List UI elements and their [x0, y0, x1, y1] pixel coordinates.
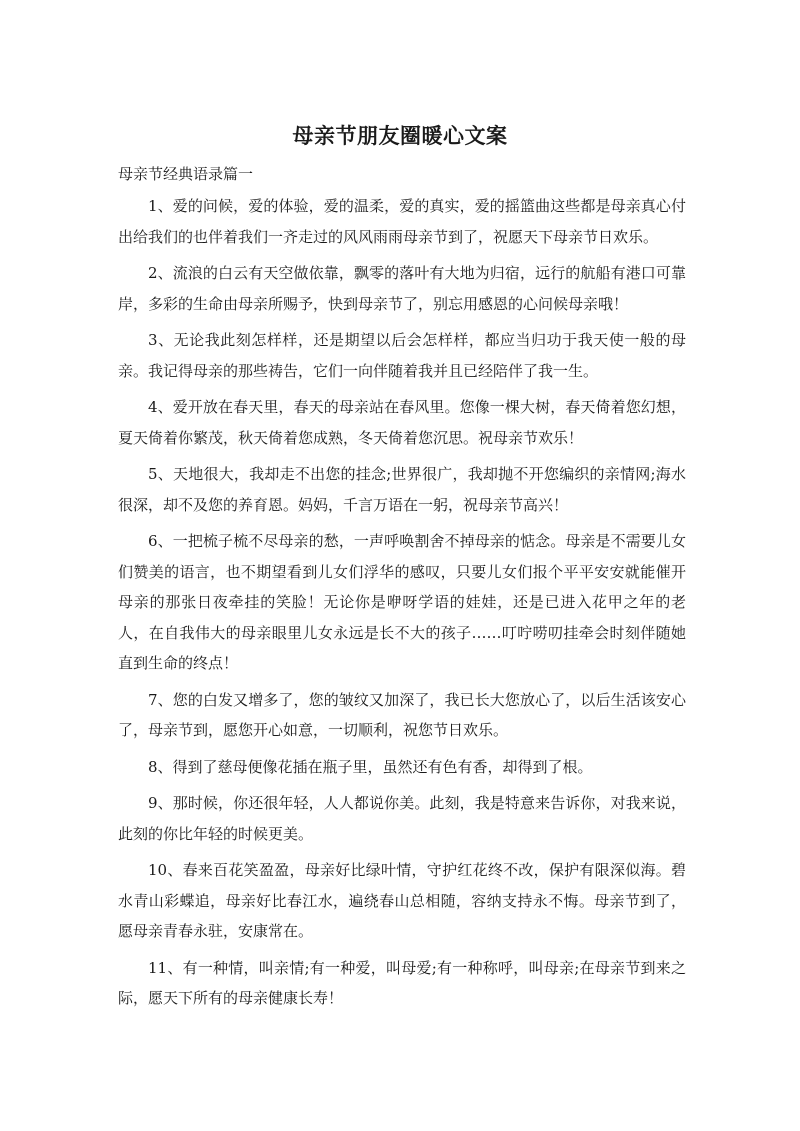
quote-paragraph: 10、春来百花笑盈盈，母亲好比绿叶情，守护红花终不改，保护有限深似海。碧水青山彩蝶追，母亲好比春江水，遍绕春山总相随，容纳支持永不悔。母亲节到了，愿母亲青春永驻，安康常在。 [118, 861, 686, 940]
quote-paragraph: 4、爱开放在春天里，春天的母亲站在春风里。您像一棵大树，春天倚着您幻想，夏天倚着你繁茂，秋天倚着您成熟，冬天倚着您沉思。祝母亲节欢乐！ [118, 398, 686, 447]
quote-paragraph: 5、天地很大，我却走不出您的挂念;世界很广，我却抛不开您编织的亲情网;海水很深，却不及您的养育恩。妈妈，千言万语在一躬，祝母亲节高兴！ [118, 465, 686, 514]
document-body [118, 191, 686, 1020]
quote-paragraph: 1、爱的问候，爱的体验，爱的温柔，爱的真实，爱的摇篮曲这些都是母亲真心付出给我们的也伴着我们一齐走过的风风雨雨母亲节到了，祝愿天下母亲节日欢乐。 [118, 197, 686, 246]
document-title: 母亲节朋友圈暖心文案 [292, 124, 508, 148]
quote-paragraph: 7、您的白发又增多了，您的皱纹又加深了，我已长大您放心了，以后生活该安心了，母亲节到，愿您开心如意，一切顺利，祝您节日欢乐。 [118, 690, 686, 739]
quote-paragraph: 8、得到了慈母便像花插在瓶子里，虽然还有色有香，却得到了根。 [148, 757, 593, 776]
quote-paragraph: 9、那时候，你还很年轻，人人都说你美。此刻，我是特意来告诉你，对我来说，此刻的你比年轻的时候更美。 [118, 794, 686, 843]
quote-paragraph: 11、有一种情，叫亲情;有一种爱，叫母爱;有一种称呼，叫母亲;在母亲节到来之际，愿天下所有的母亲健康长寿！ [118, 958, 686, 1007]
section-subtitle: 母亲节经典语录篇一 [118, 165, 254, 183]
quote-paragraph: 2、流浪的白云有天空做依靠，飘零的落叶有大地为归宿，远行的航船有港口可靠岸，多彩的生命由母亲所赐予，快到母亲节了，别忘用感恩的心问候母亲哦！ [118, 264, 686, 313]
quote-paragraph: 3、无论我此刻怎样样，还是期望以后会怎样样，都应当归功于我天使一般的母亲。我记得母亲的那些祷告，它们一向伴随着我并且已经陪伴了我一生。 [118, 331, 686, 380]
quote-paragraph: 6、一把梳子梳不尽母亲的愁，一声呼唤割舍不掉母亲的惦念。母亲是不需要儿女们赞美的语言，也不期望看到儿女们浮华的感叹，只要儿女们报个平平安安就能催开母亲的那张日夜牵挂的笑脸！无论你是咿呀学语的娃娃，还是已进入花甲之年的老人，在自我伟大的母亲眼里儿女永远是长不大的孩子……叮咛唠叨挂牵会时刻伴随她直到生命的终点！ [118, 532, 686, 672]
